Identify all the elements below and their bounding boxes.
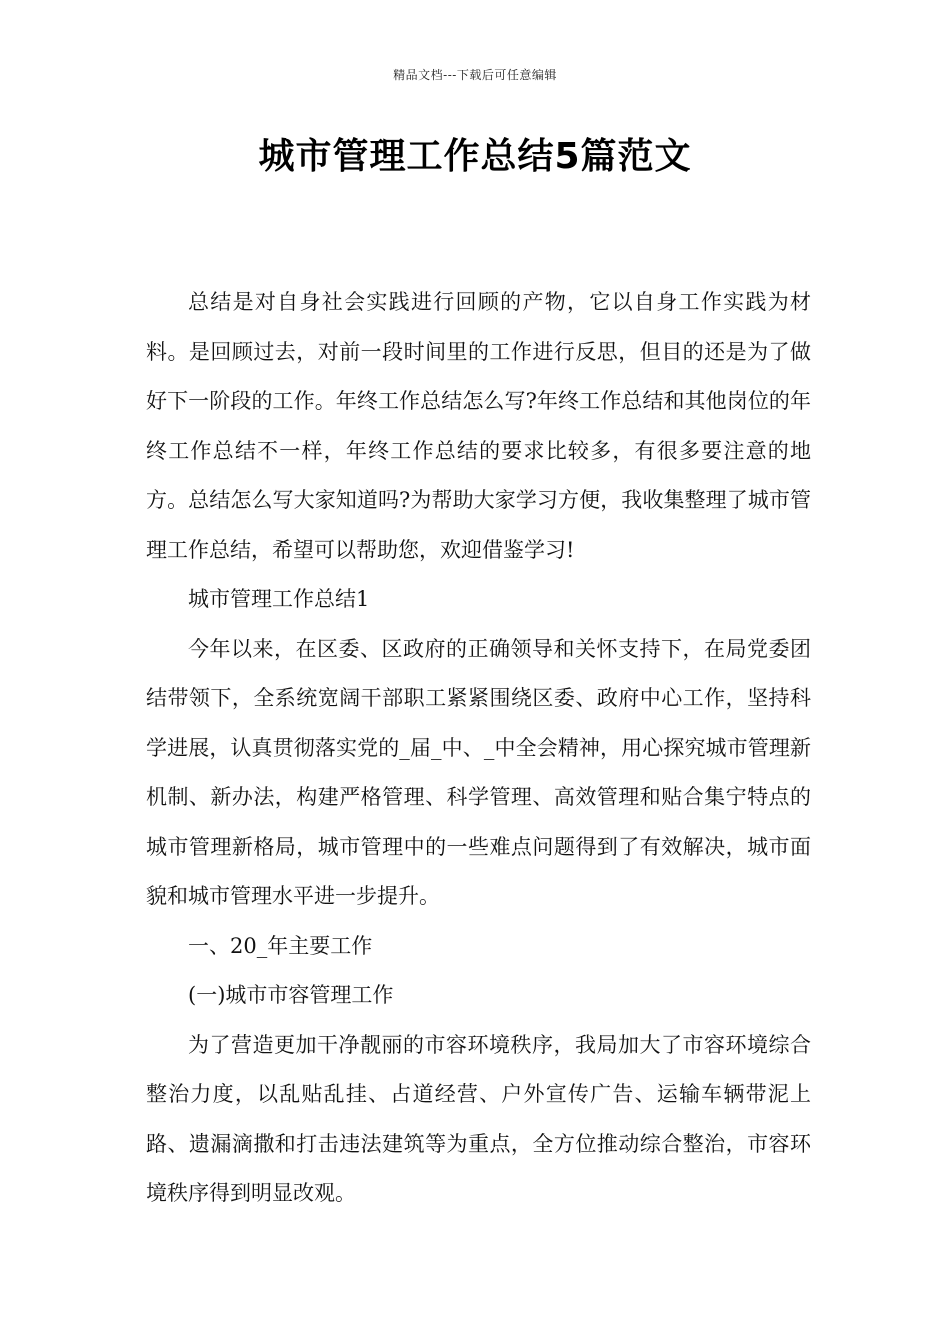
- section-heading: 城市管理工作总结1: [188, 587, 370, 611]
- document-body: [146, 278, 811, 1219]
- subsection-heading: (一)城市市容管理工作: [188, 983, 394, 1007]
- intro-paragraph: 总结是对自身社会实践进行回顾的产物，它以自身工作实践为材料。是回顾过去，对前一段时间里的工作进行反思，但目的还是为了做好下一阶段的工作。年终工作总结怎么写?年终工作总结和其他岗位的年终工作总结不一样，年终工作总结的要求比较多，有很多要注意的地方。总结怎么写大家知道吗?为帮助大家学习方便，我收集整理了城市管理工作总结，希望可以帮助您，欢迎借鉴学习!: [146, 290, 811, 562]
- document-title: 城市管理工作总结5篇范文: [258, 136, 692, 177]
- header-note: 精品文档---下载后可任意编辑: [393, 68, 557, 82]
- body-paragraph: 为了营造更加干净靓丽的市容环境秩序，我局加大了市容环境综合整治力度，以乱贴乱挂、占道经营、户外宣传广告、运输车辆带泥上路、遗漏滴撒和打击违法建筑等为重点，全方位推动综合整治，市容环境秩序得到明显改观。: [146, 1032, 811, 1205]
- section-heading: 一、20_年主要工作: [188, 933, 373, 958]
- body-paragraph: 今年以来，在区委、区政府的正确领导和关怀支持下，在局党委团结带领下，全系统宽阔干部职工紧紧围绕区委、政府中心工作，坚持科学进展，认真贯彻落实党的_届_中、_中全会精神，用心探究城市管理新机制、新办法，构建严格管理、科学管理、高效管理和贴合集宁特点的城市管理新格局，城市管理中的一些难点问题得到了有效解决，城市面貌和城市管理水平进一步提升。: [146, 636, 811, 908]
